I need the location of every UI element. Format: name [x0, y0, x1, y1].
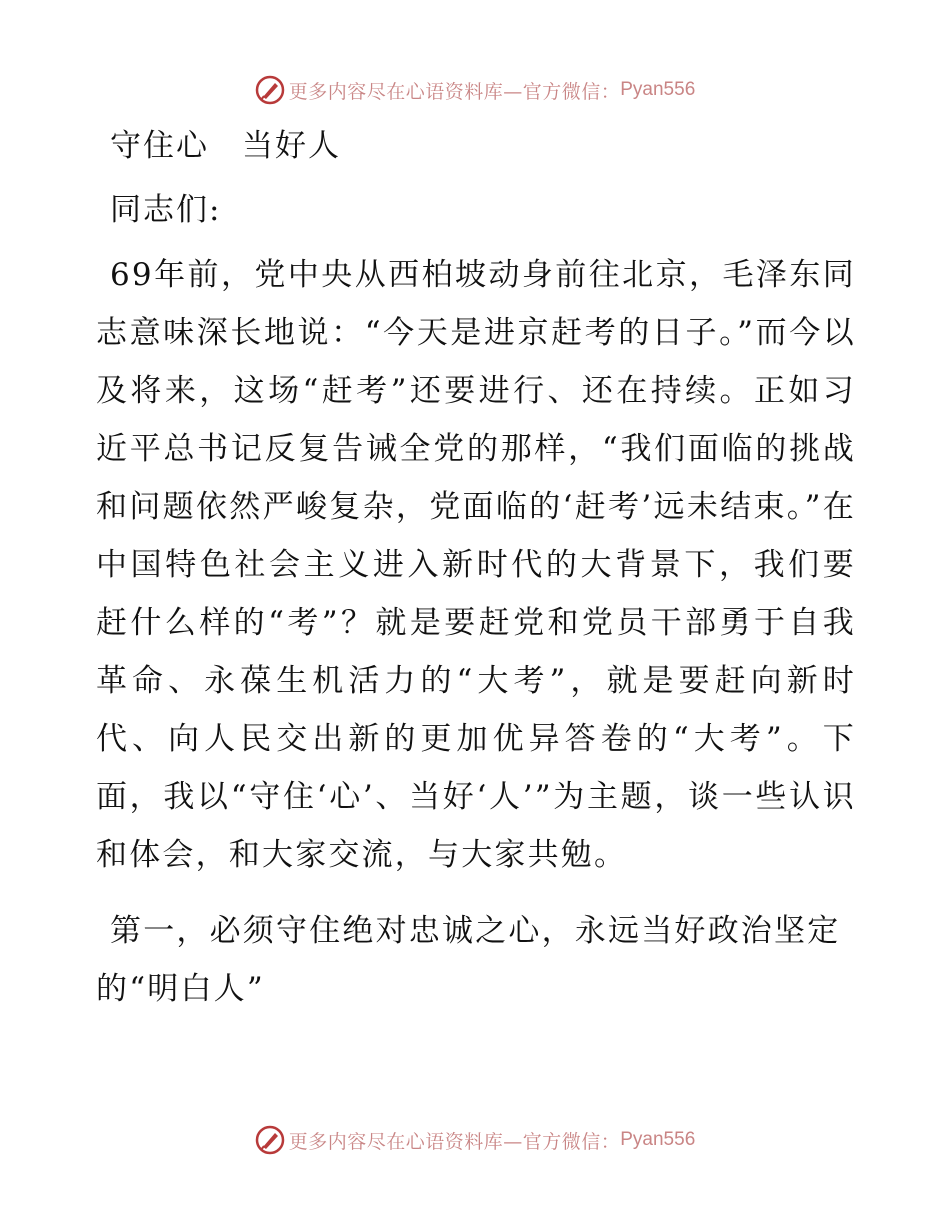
header-watermark-brand: Pyan556 [620, 79, 696, 100]
document-title: 守住心 当好人 [110, 128, 341, 164]
quill-logo-icon [255, 75, 285, 105]
quill-logo-icon [255, 1125, 285, 1155]
header-watermark-text: 更多内容尽在心语资料库—官方微信： [288, 80, 621, 103]
footer-watermark-banner [0, 1120, 950, 1160]
footer-watermark-brand: Pyan556 [620, 1129, 696, 1150]
header-watermark-banner [0, 70, 950, 110]
footer-watermark-text: 更多内容尽在心语资料库—官方微信： [288, 1130, 621, 1153]
section-heading: 第一，必须守住绝对忠诚之心，永远当好政治坚定的“明白人” [96, 913, 841, 1007]
document-salutation: 同志们: [110, 192, 222, 228]
document-paragraph: 69年前，党中央从西柏坡动身前往北京，毛泽东同志意味深长地说：“今天是进京赶考的日子。”而今以及将来，这场“赶考”还要进行、还在持续。正如习近平总书记反复告诫全党的那样，“我们面临的挑战和问题依然严峻复杂，党面临的‘赶考’远未结束。”在中国特色社会主义进入新时代的大背景下，我们要赶什么样的“考”？就是要赶党和党员干部勇于自我革命、永葆生机活力的“大考”，就是要赶向新时代、向人民交出新的更加优异答卷的“大考”。下面，我以“守住‘心’、当好‘人’”为主题，谈一些认识和体会，和大家交流，与大家共勉。 [96, 257, 856, 873]
document-body [96, 120, 856, 1018]
